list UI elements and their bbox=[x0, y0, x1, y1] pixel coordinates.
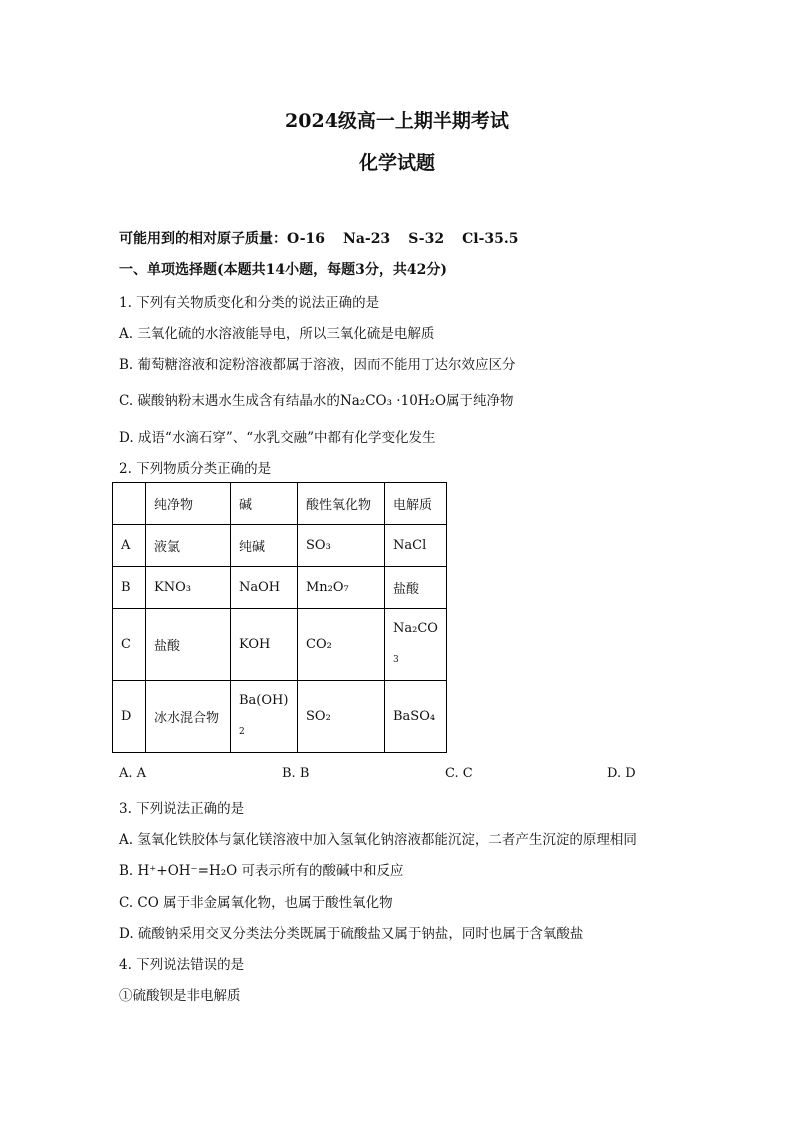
atomic-mass-s: S-32 bbox=[408, 231, 445, 247]
table-cell: 盐酸 bbox=[146, 609, 231, 681]
table-cell: 碱 bbox=[231, 483, 298, 525]
atomic-mass-na: Na-23 bbox=[343, 231, 391, 247]
table-cell: 液氯 bbox=[146, 525, 231, 567]
table-header-row bbox=[113, 483, 447, 525]
cell-text: Ba(OH) bbox=[239, 693, 289, 708]
table-row bbox=[113, 681, 447, 753]
atomic-mass-o: O-16 bbox=[287, 231, 326, 247]
q3-stem: 3. 下列说法正确的是 bbox=[119, 801, 245, 817]
atomic-mass-cl: Cl-35.5 bbox=[462, 231, 519, 247]
atomic-masses-label: 可能用到的相对原子质量： bbox=[119, 231, 287, 247]
table-cell bbox=[385, 609, 447, 681]
q3-option-c: C. CO 属于非金属氧化物，也属于酸性氧化物 bbox=[119, 895, 393, 911]
table-cell: 冰水混合物 bbox=[146, 681, 231, 753]
table-cell: NaOH bbox=[231, 567, 298, 609]
q2-option-a: A. A bbox=[119, 766, 147, 781]
q2-option-c: C. C bbox=[445, 766, 473, 781]
table-cell bbox=[113, 483, 146, 525]
q4-item-1: ①硫酸钡是非电解质 bbox=[119, 988, 241, 1004]
table-cell: D bbox=[113, 681, 146, 753]
table-cell: 盐酸 bbox=[385, 567, 447, 609]
section-heading: 一、单项选择题(本题共14小题，每题3分，共42分) bbox=[119, 262, 447, 278]
exam-subtitle: 化学试题 bbox=[358, 152, 435, 174]
table-cell: CO₂ bbox=[298, 609, 385, 681]
q1-option-c-formula: Na₂CO₃ ·10H₂O bbox=[339, 393, 447, 409]
q1-option-c bbox=[119, 389, 514, 409]
cell-text-wrap: 2 bbox=[239, 727, 245, 737]
cell-text-wrap: 3 bbox=[393, 655, 399, 665]
q3-option-a: A. 氢氧化铁胶体与氯化镁溶液中加入氢氧化钠溶液都能沉淀，二者产生沉淀的原理相同 bbox=[119, 832, 637, 848]
table-cell: KOH bbox=[231, 609, 298, 681]
q1-option-d: D. 成语“水滴石穿”、“水乳交融”中都有化学变化发生 bbox=[119, 430, 436, 446]
q1-option-b: B. 葡萄糖溶液和淀粉溶液都属于溶液，因而不能用丁达尔效应区分 bbox=[119, 357, 516, 373]
exam-title: 2024级高一上期半期考试 bbox=[285, 110, 509, 132]
q2-option-b: B. B bbox=[282, 766, 310, 781]
atomic-masses-line bbox=[119, 228, 518, 248]
table-row bbox=[113, 609, 447, 681]
q3-option-b: B. H⁺+OH⁻=H₂O 可表示所有的酸碱中和反应 bbox=[119, 863, 404, 879]
table-cell: KNO₃ bbox=[146, 567, 231, 609]
q2-option-d: D. D bbox=[607, 766, 636, 781]
table-cell: Mn₂O₇ bbox=[298, 567, 385, 609]
q1-option-c-tail: 属于纯净物 bbox=[446, 393, 514, 409]
cell-text: Na₂CO bbox=[393, 621, 438, 636]
table-cell: BaSO₄ bbox=[385, 681, 447, 753]
table-cell bbox=[231, 681, 298, 753]
table-cell: 酸性氧化物 bbox=[298, 483, 385, 525]
table-cell: A bbox=[113, 525, 146, 567]
table-row bbox=[113, 567, 447, 609]
table-cell: NaCl bbox=[385, 525, 447, 567]
classification-table bbox=[112, 482, 447, 753]
table-cell: SO₃ bbox=[298, 525, 385, 567]
q1-stem: 1. 下列有关物质变化和分类的说法正确的是 bbox=[119, 295, 380, 311]
q2-stem: 2. 下列物质分类正确的是 bbox=[119, 461, 272, 477]
q4-stem: 4. 下列说法错误的是 bbox=[119, 957, 245, 973]
table-cell: C bbox=[113, 609, 146, 681]
table-cell: 纯净物 bbox=[146, 483, 231, 525]
table-cell: 电解质 bbox=[385, 483, 447, 525]
table-cell: 纯碱 bbox=[231, 525, 298, 567]
table-cell: B bbox=[113, 567, 146, 609]
table-cell: SO₂ bbox=[298, 681, 385, 753]
q3-option-d: D. 硫酸钠采用交叉分类法分类既属于硫酸盐又属于钠盐，同时也属于含氧酸盐 bbox=[119, 926, 584, 942]
q1-option-a: A. 三氧化硫的水溶液能导电，所以三氧化硫是电解质 bbox=[119, 326, 435, 342]
q1-option-c-text: C. 碳酸钠粉末遇水生成含有结晶水的 bbox=[119, 393, 340, 409]
table-row bbox=[113, 525, 447, 567]
